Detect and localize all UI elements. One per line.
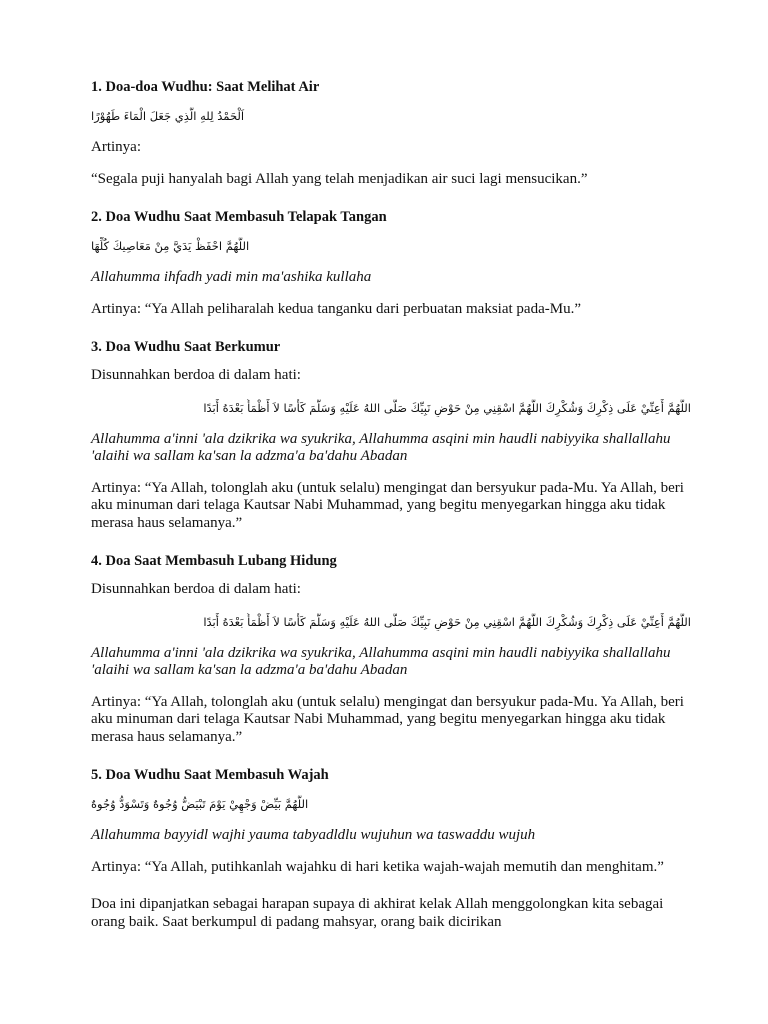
arabic-prayer: اللَّهُمَّ أَعِنِّيْ عَلَى ذِكْرِكَ وَشُكْرِكَ اللَّهُمَّ اسْقِنِي مِنْ حَوْضِ نَبِيِّكَ صَلَّى اللهُ عَلَيْهِ وَسَلَّمَ كَأْسًا لاَ أَظْمَأُ بَعْدَهُ أَبَدًا [203,614,691,629]
translation-text: Artinya: “Ya Allah, putihkanlah wajahku di hari ketika wajah-wajah memutih dan menghitam.” [91,858,664,875]
latin-transliteration: Allahumma a'inni 'ala dzikrika wa syukrika, Allahumma asqini min haudli nabiyyika shallallahu 'alaihi wa sallam ka'san la adzma'a ba'dahu Abadan [91,644,671,678]
arabic-prayer: اَلْحَمْدُ لِلهِ الَّذِي جَعَلَ الْمَاءَ طَهُوْرًا [91,109,245,123]
section-heading: 2. Doa Wudhu Saat Membasuh Telapak Tangan [91,209,387,225]
translation-text: Artinya: “Ya Allah peliharalah kedua tanganku dari perbuatan maksiat pada-Mu.” [91,300,581,317]
section-heading: 5. Doa Wudhu Saat Membasuh Wajah [91,767,329,783]
arabic-prayer: اللَّهُمَّ أَعِنِّيْ عَلَى ذِكْرِكَ وَشُكْرِكَ اللَّهُمَّ اسْقِنِي مِنْ حَوْضِ نَبِيِّكَ صَلَّى اللهُ عَلَيْهِ وَسَلَّمَ كَأْسًا لاَ أَظْمَأُ بَعْدَهُ أَبَدًا [203,400,691,415]
translation-text: Artinya: “Ya Allah, tolonglah aku (untuk selalu) mengingat dan bersyukur pada-Mu. Ya Allah, beri aku minuman dari telaga Kautsar Nabi Muhammad, yang begitu menyegarkan hingga aku tidak merasa haus selamanya.” [91,479,684,531]
intro-text: Disunnahkan berdoa di dalam hati: [91,581,301,597]
latin-transliteration: Allahumma a'inni 'ala dzikrika wa syukrika, Allahumma asqini min haudli nabiyyika shallallahu 'alaihi wa sallam ka'san la adzma'a ba'dahu Abadan [91,430,671,464]
translation-text: “Segala puji hanyalah bagi Allah yang telah menjadikan air suci lagi mensucikan.” [91,170,588,187]
latin-transliteration: Allahumma bayyidl wajhi yauma tabyadldlu wujuhun wa taswaddu wujuh [91,827,536,843]
latin-transliteration: Allahumma ihfadh yadi min ma'ashika kullaha [91,269,372,285]
artinya-label: Artinya: [91,139,141,155]
arabic-prayer: اللَّهُمَّ بَيِّضْ وَجْهِيْ يَوْمَ تَبْيَضُّ وُجُوهٌ وَتَسْوَدُّ وُجُوهٌ [91,797,309,811]
intro-text: Disunnahkan berdoa di dalam hati: [91,367,301,383]
document-body [91,78,691,945]
body-paragraph: Doa ini dipanjatkan sebagai harapan supaya di akhirat kelak Allah menggolongkan kita sebagai orang baik. Saat berkumpul di padang mahsyar, orang baik dicirikan [91,896,664,930]
section-heading: 3. Doa Wudhu Saat Berkumur [91,339,281,355]
section-heading: 1. Doa-doa Wudhu: Saat Melihat Air [91,79,320,95]
section-heading: 4. Doa Saat Membasuh Lubang Hidung [91,553,337,569]
translation-text: Artinya: “Ya Allah, tolonglah aku (untuk selalu) mengingat dan bersyukur pada-Mu. Ya Allah, beri aku minuman dari telaga Kautsar Nabi Muhammad, yang begitu menyegarkan hingga aku tidak merasa haus selamanya.” [91,693,684,745]
arabic-prayer: اللَّهُمَّ احْفَظْ يَدَيَّ مِنْ مَعَاصِيكَ كُلِّهَا [91,239,250,253]
